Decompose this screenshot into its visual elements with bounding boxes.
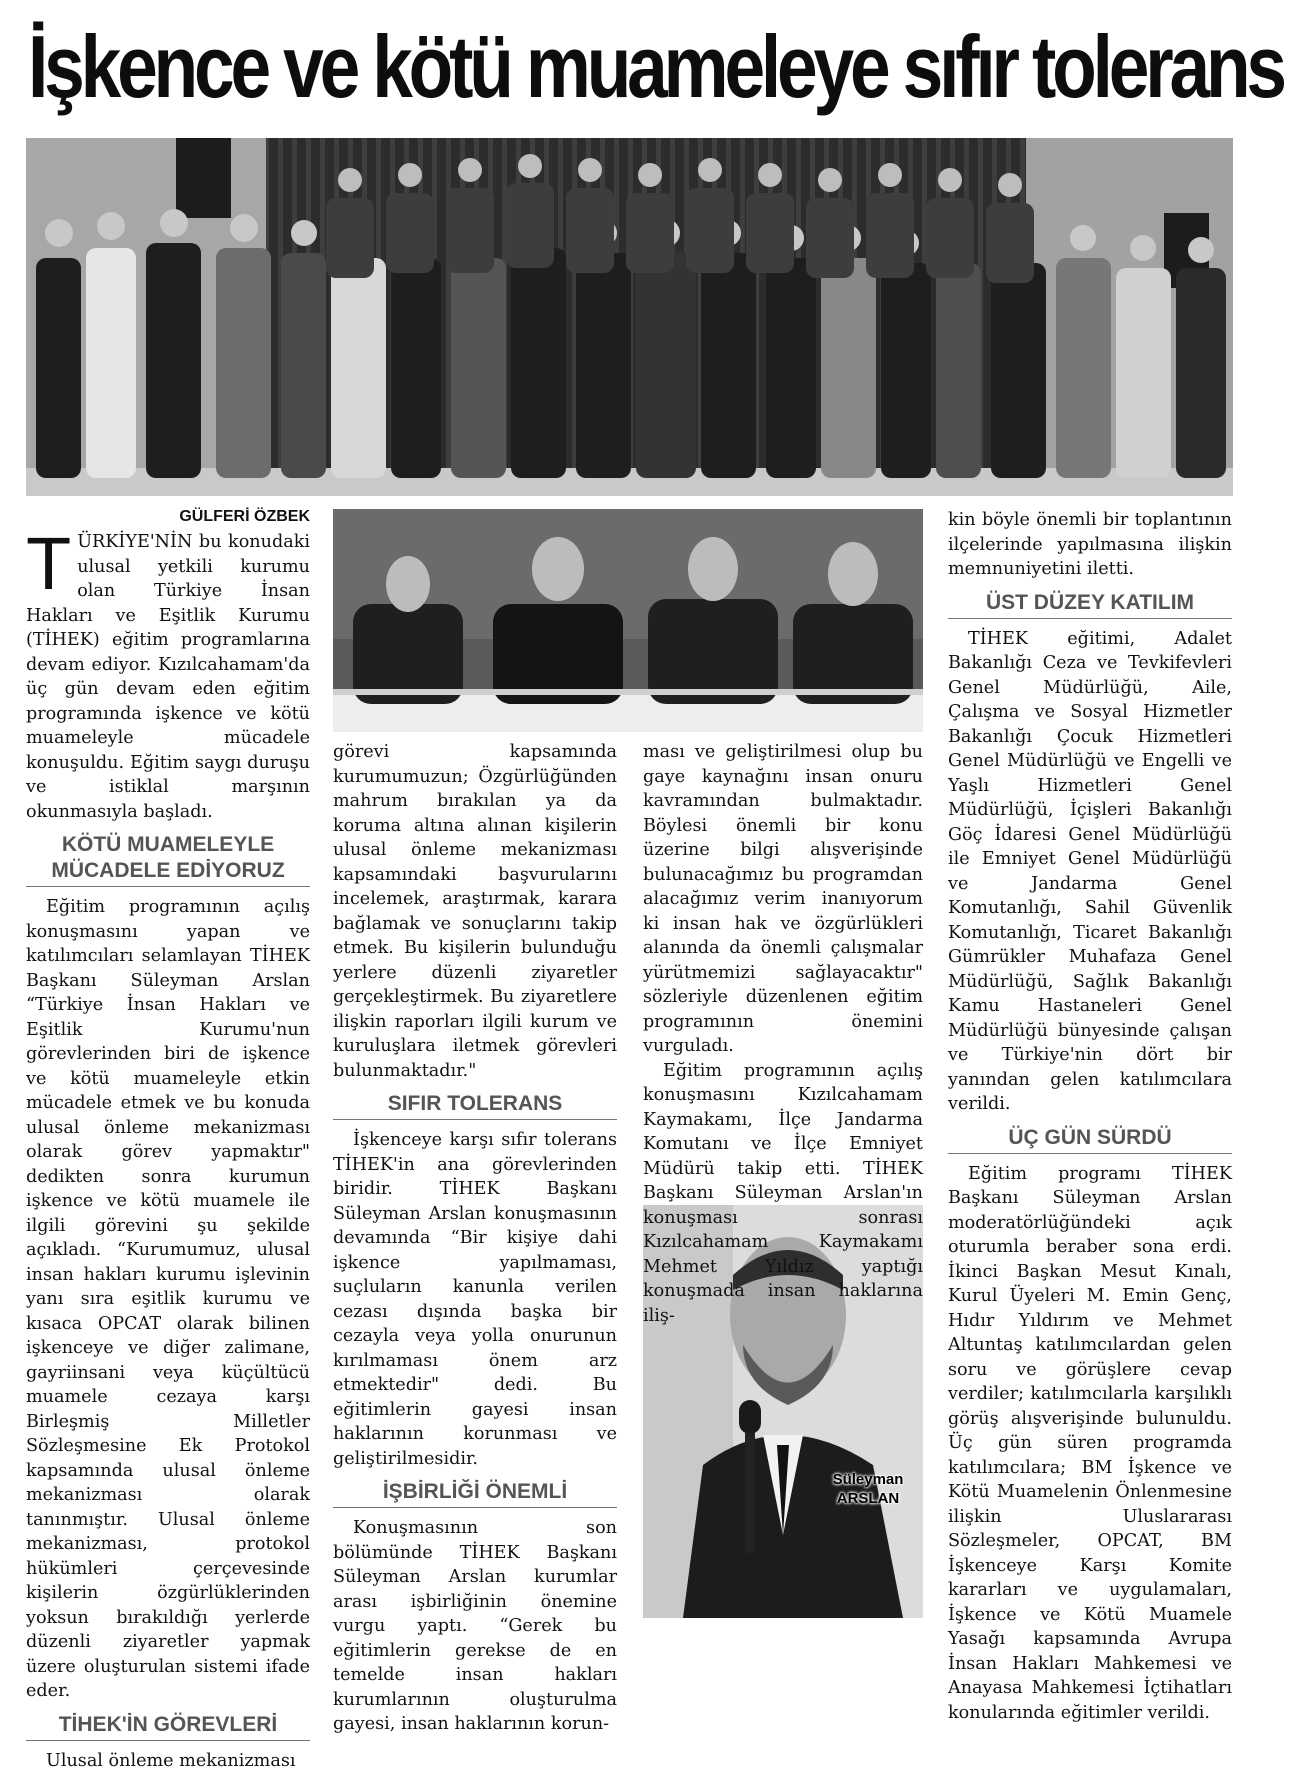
lead-text: ÜRKİYE'NİN bu konudaki ulusal yetkili kurumu olan Türkiye İnsan Hakları ve Eşitlik Kurumu (TİHEK) eğitim programlarına devam ediyor. Kızılcahamam'da üç gün devam eden eğitim programında işkence ve kötü muameleyle mücadele konuşuldu. Eğitim saygı duruşu ve istiklal marşının okunmasıyla başladı. <box>26 532 310 822</box>
byline: GÜLFERİ ÖZBEK <box>26 508 310 526</box>
subheading-uc-gun-surdu: ÜÇ GÜN SÜRDÜ <box>948 1121 1232 1154</box>
col3-paragraph-2: Eğitim programının açılış konuşmasını Kızılcahamam Kaymakamı, İlçe Jandarma Komutanı ve İlçe Emniyet Müdürü takip etti. TİHEK Başkanı Süleyman Arslan'ın konuşması sonrası Kızılcahamam Kaymakamı Mehmet Yıldız yaptığı konuşmada insan haklarına iliş- <box>643 1059 923 1329</box>
subheading-tihekin-gorevleri: TİHEK'İN GÖREVLERİ <box>26 1708 310 1741</box>
col4-paragraph-3: Eğitim programı TİHEK Başkanı Süleyman Arslan moderatörlüğündeki açık oturumla beraber sona erdi. İkinci Başkan Mesut Kınalı, Kurul Üyeleri M. Emin Genç, Hıdır Yıldırım ve Mehmet Altuntaş katılımcılardan gelen soru ve görüşlere cevap verdiler; katılımcılarla karşılıklı görüş alışverişinde bulunuldu. Üç gün süren programda katılımcılara; BM İşkence ve Kötü Muamelenin Önlenmesine ilişkin Uluslararası Sözleşmeler, OPCAT, BM İşkenceye Karşı Komite kararları ve uygulamaları, İşkence ve Kötü Muamele Yasağı kapsamında Avrupa İnsan Hakları Mahkemesi ve Anayasa Mahkemesi İçtihatları konularında eğitimler verildi. <box>948 1162 1232 1726</box>
photo-caption-last: ARSLAN <box>822 1489 914 1508</box>
subheading-isbirligi-onemli: İŞBİRLİĞİ ÖNEMLİ <box>333 1475 617 1508</box>
col4-paragraph-1: kin böyle önemli bir toplantının ilçelerinde yapılmasına ilişkin memnuniyetini iletti. <box>948 508 1232 582</box>
lead-paragraph <box>26 530 310 824</box>
column-3 <box>643 740 923 1328</box>
headline: İşkence ve kötü muameleye sıfır tolerans <box>28 4 1057 130</box>
col2-paragraph-3: Konuşmasının son bölümünde TİHEK Başkanı Süleyman Arslan kurumlar arası işbirliğinin önemine vurgu yaptı. “Gerek bu eğitimlerin gerekse de en temelde insan hakları kurumlarının oluşturulma gayesi, insan haklarının korun- <box>333 1516 617 1737</box>
group-photo-drawing <box>26 138 1233 496</box>
panel-photo-drawing <box>333 509 923 732</box>
subheading-ust-duzey-katilim: ÜST DÜZEY KATILIM <box>948 586 1232 619</box>
panel-photo <box>333 509 923 732</box>
subheading-sifir-tolerans: SIFIR TOLERANS <box>333 1087 617 1120</box>
col2-paragraph-1: görevi kapsamında kurumumuzun; Özgürlüğünden mahrum bırakılan ya da koruma altına alınan kişilerin ulusal önleme mekanizması kapsamındaki başvurularını incelemek, araştırmak, karara bağlamak ve sonuçlarını takip etmek. Bu kişilerin bulunduğu yerlere düzenli ziyaretler gerçekleştirmek. Bu ziyaretlere ilişkin raporları ilgili kurum ve kuruluşlara iletmek görevleri bulunmaktadır." <box>333 740 617 1083</box>
subheading-kotu-muameleyle: KÖTÜ MUAMELEYLE MÜCADELE EDİYORUZ <box>26 828 310 887</box>
column-2 <box>333 740 617 1737</box>
photo-caption-first: Süleyman <box>822 1470 914 1489</box>
col2-paragraph-2: İşkenceye karşı sıfır tolerans TİHEK'in ana görevlerinden biridir. TİHEK Başkanı Süleyman Arslan konuşmasının devamında “Bir kişiye dahi işkence yapılmaması, suçluların kanunla verilen cezası dışında başka bir cezayla veya yolla onurunun kırılmaması önem arz etmektedir" dedi. Bu eğitimlerin gayesi insan haklarının korunması ve geliştirilmesidir. <box>333 1128 617 1471</box>
col3-paragraph-1: ması ve geliştirilmesi olup bu gaye kaynağını insan onuru kavramından bulmaktadır. Böylesi önemli bir konu üzerine bilgi alışverişinde bulunacağımız bu programdan alacağımız verim inanıyorum ki insan hak ve özgürlükleri alanında da önemli çalışmalar yürütmemizi sağlayacaktır" sözleriyle düzenlenen eğitim programının önemini vurguladı. <box>643 740 923 1059</box>
group-photo <box>26 138 1233 496</box>
col1-paragraph-2: Ulusal önleme mekanizması <box>26 1749 310 1773</box>
col4-paragraph-2: TİHEK eğitimi, Adalet Bakanlığı Ceza ve Tevkifevleri Genel Müdürlüğü, Aile, Çalışma ve Sosyal Hizmetler Bakanlığı Çocuk Hizmetleri Genel Müdürlüğü ve Engelli ve Yaşlı Hizmetleri Genel Müdürlüğü, İçişleri Bakanlığı Göç İdaresi Genel Müdürlüğü ile Emniyet Genel Müdürlüğü ve Jandarma Genel Komutanlığı, Sahil Güvenlik Komutanlığı, Ticaret Bakanlığı Gümrükler Muhafaza Genel Müdürlüğü, Sağlık Bakanlığı Kamu Hastaneleri Genel Müdürlüğü bünyesinde çalışan ve Türkiye'nin dört bir yanından gelen katılımcılara verildi. <box>948 627 1232 1117</box>
column-1 <box>26 508 310 1773</box>
drop-cap: T <box>26 534 71 594</box>
col1-paragraph-1: Eğitim programının açılış konuşmasını yapan ve katılımcıları selamlayan TİHEK Başkanı Süleyman Arslan “Türkiye İnsan Hakları ve Eşitlik Kurumu'nun görevlerinden biri de işkence ve kötü muameleyle etkin mücadele etmek ve bu konuda ulusal önleme mekanizması olarak görev yapmaktır" dedikten sonra kurumun işkence ve kötü muamele ile ilgili görevini şu şekilde açıkladı. “Kurumumuz, ulusal insan hakları kurumu işlevinin yanı sıra eşitlik kurumu ve kısaca OPCAT olarak bilinen işkenceye ve diğer zalimane, gayriinsani veya küçültücü muamele cezaya karşı Birleşmiş Milletler Sözleşmesine Ek Protokol kapsamında ulusal önleme mekanizması olarak tanınmıştır. Ulusal önleme mekanizması, protokol hükümleri çerçevesinde kişilerin özgürlüklerinden yoksun bırakıldığı yerlerde düzenli ziyaretler yapmak üzere oluşturulan sistemi ifade eder. <box>26 895 310 1704</box>
column-4 <box>948 508 1232 1725</box>
photo-caption <box>822 1470 914 1508</box>
